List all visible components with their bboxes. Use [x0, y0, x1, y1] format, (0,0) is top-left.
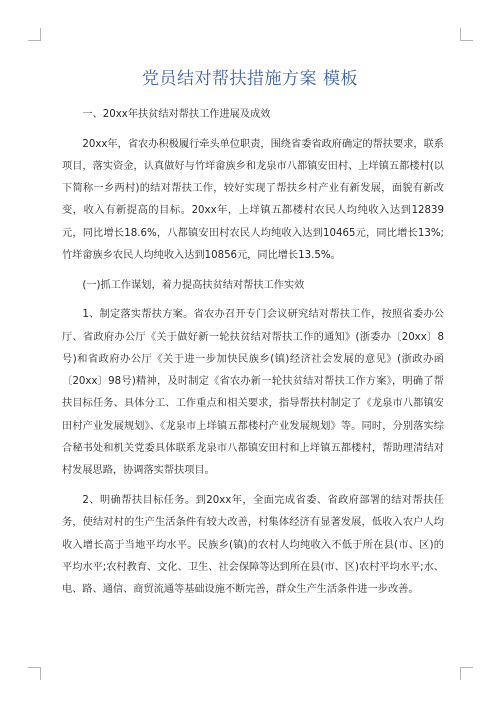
crop-mark-top-left — [28, 28, 41, 41]
document-title: 党员结对帮扶措施方案 模板 — [142, 69, 358, 89]
paragraph: 20xx年，省农办积极履行牵头单位职责，围绕省委省政府确定的帮扶要求，联系项目，落实资金，认真做好与竹垟畲族乡和龙泉市八都镇安田村、上垟镇五都楼村(以下简称一乡两村)的结对帮扶工作，较好实现了帮扶乡村产业有新发展，面貌有新改变，收入有新提高的目标。20xx年，上垟镇五都楼村农民人均纯收入达到12839元，同比增长18.6%，八都镇安田村农民人均纯收入达到10465元，同比增长13%;竹垟畲族乡农民人均纯收入达到10856元，同比增长13.5%。 — [62, 138, 444, 262]
crop-mark-bottom-left — [28, 667, 41, 680]
crop-mark-bottom-right — [460, 667, 473, 680]
subsection-heading: (一)抓工作谋划，着力提高扶贫结对帮扶工作实效 — [82, 279, 305, 291]
paragraph: 1、制定落实帮扶方案。省农办召开专门会议研究结对帮扶工作，按照省委办公厅、省政府办公厅《关于做好新一轮扶贫结对帮扶工作的通知》(浙委办〔20xx〕8号)和省政府办公厅《关于进一步加快民族乡(镇)经济社会发展的意见》(浙政办函〔20xx〕98号)精神，及时制定《省农办新一轮扶贫结对帮扶工作方案》，明确了帮扶目标任务、具体分工、工作重点和相关要求，指导帮扶村制定了《龙泉市八都镇安田村产业发展规划》、《龙泉市上垟镇五都楼村产业发展规划》等。同时，分别落实综合秘书处和机关党委具体联系龙泉市八都镇安田村和上垟镇五都楼村，帮助理清结对村发展思路，协调落实帮扶项目。 — [62, 309, 444, 477]
section-heading: 一、20xx年扶贫结对帮扶工作进展及成效 — [82, 109, 271, 120]
document-body — [62, 104, 444, 609]
paragraph: 2、明确帮扶目标任务。到20xx年，全面完成省委、省政府部署的结对帮扶任务，使结对村的生产生活条件有较大改善，村集体经济有显著发展，低收入农户人均收入增长高于当地平均水平。民族乡(镇)的农村人均纯收入不低于所在县(市、区)的平均水平;农村教育、文化、卫生、社会保障等达到所在县(市、区)农村平均水平;水、电、路、通信、商贸流通等基础设施不断完善，群众生产生活条件进一步改善。 — [62, 494, 444, 596]
crop-mark-top-right — [460, 28, 473, 41]
